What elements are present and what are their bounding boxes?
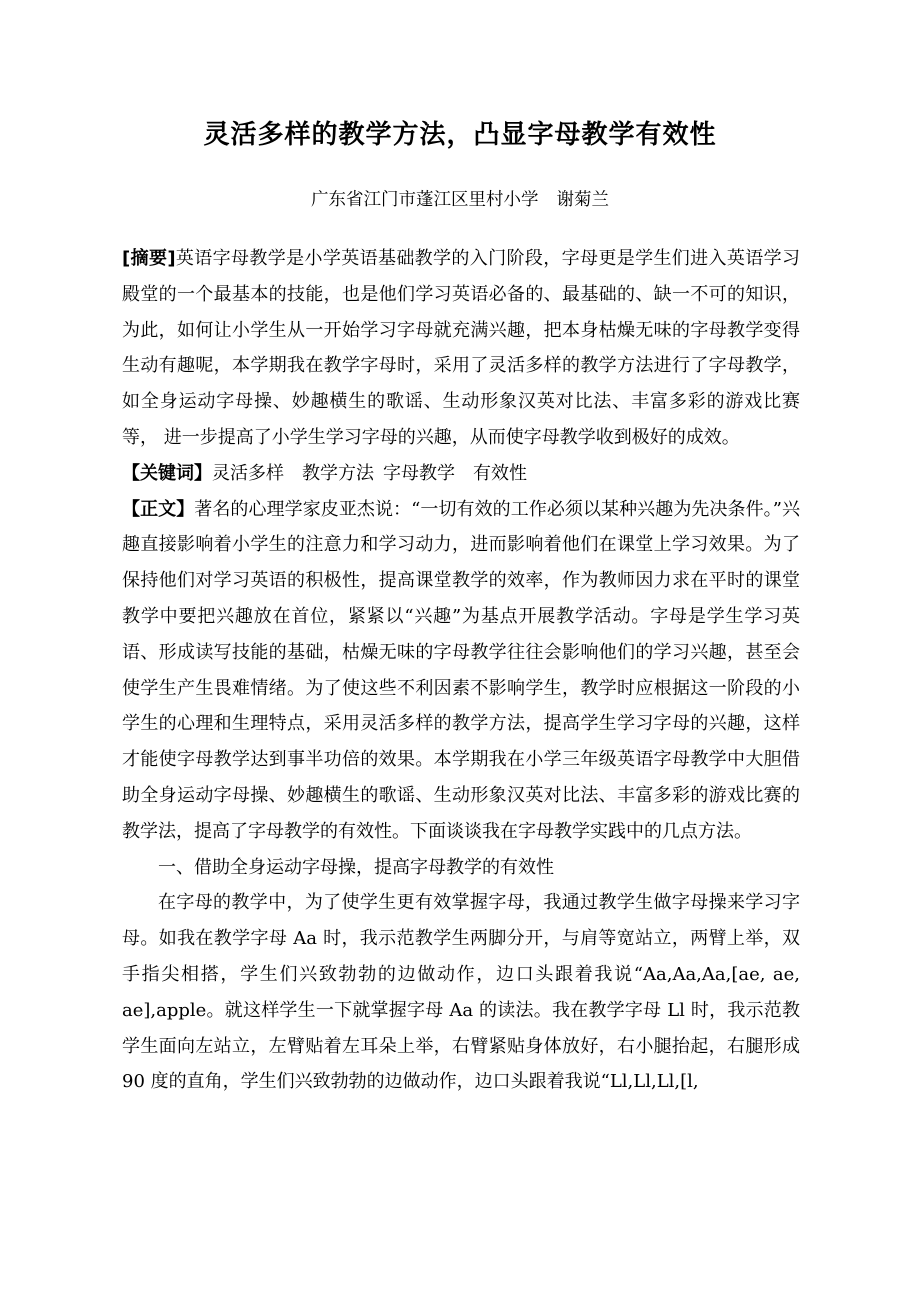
- abstract-label: [摘要]: [122, 248, 176, 269]
- author-line: [0, 186, 920, 211]
- keyword-item: 有效性: [473, 462, 527, 484]
- document-body: [122, 241, 800, 1100]
- keywords-label: 【关键词】: [122, 462, 212, 484]
- main-text-label: 【正文】: [122, 498, 195, 520]
- abstract-paragraph: [122, 241, 800, 456]
- keyword-item: 字母教学: [383, 462, 455, 484]
- keyword-item: 教学方法: [302, 462, 374, 484]
- author-affiliation: 广东省江门市蓬江区里村小学: [311, 190, 539, 210]
- section-heading: 一、借助全身运动字母操，提高字母教学的有效性: [158, 856, 554, 878]
- abstract-text: 英语字母教学是小学英语基础教学的入门阶段，字母更是学生们进入英语学习殿堂的一个最基本的技能，也是他们学习英语必备的、最基础的、缺一不可的知识，为此，如何让小学生从一开始学习字母就充满兴趣，把本身枯燥无味的字母教学变得生动有趣呢，本学期我在教学字母时，采用了灵活多样的教学方法进行了字母教学，如全身运动字母操、妙趣横生的歌谣、生动形象汉英对比法、丰富多彩的游戏比赛等， 进一步提高了小学生学习字母的兴趣，从而使字母教学收到极好的成效。: [122, 248, 801, 448]
- keyword-item: 灵活多样: [212, 462, 284, 484]
- main-text-paragraph: [122, 492, 800, 850]
- main-text-body: 著名的心理学家皮亚杰说：“一切有效的工作必须以某种兴趣为先决条件。”兴趣直接影响着小学生的注意力和学习动力，进而影响着他们在课堂上学习效果。为了保持他们对学习英语的积极性，提高课堂教学的效率，作为教师因力求在平时的课堂教学中要把兴趣放在首位，紧紧以“兴趣”为基点开展教学活动。字母是学生学习英语、形成读写技能的基础，枯燥无味的字母教学往往会影响他们的学习兴趣，甚至会使学生产生畏难情绪。为了使这些不利因素不影响学生，教学时应根据这一阶段的小学生的心理和生理特点，采用灵活多样的教学方法，提高学生学习字母的兴趣，这样才能使字母教学达到事半功倍的效果。本学期我在小学三年级英语字母教学中大胆借助全身运动字母操、妙趣横生的歌谣、生动形象汉英对比法、丰富多彩的游戏比赛的教学法，提高了字母教学的有效性。下面谈谈我在字母教学实践中的几点方法。: [122, 498, 801, 842]
- section-paragraph: 在字母的教学中，为了使学生更有效掌握字母，我通过教学生做字母操来学习字母。如我在教学字母 Aa 时，我示范教学生两脚分开，与肩等宽站立，两臂上举，双手指尖相搭，学生们兴致勃勃的边做动作，边口头跟着我说“Aa,Aa,Aa,[ae, ae, ae],apple。就这样学生一下就掌握字母 Aa 的读法。我在教学字母 Ll 时，我示范教学生面向左站立，左臂贴着左耳朵上举，右臂紧贴身体放好，右小腿抬起，右腿形成 90 度的直角，学生们兴致勃勃的边做动作，边口头跟着我说“Ll,Ll,Ll,[l,: [122, 892, 800, 1093]
- keywords-paragraph: [122, 456, 800, 492]
- author-name: 谢菊兰: [556, 190, 609, 210]
- page-title: 灵活多样的教学方法，凸显字母教学有效性: [203, 120, 717, 150]
